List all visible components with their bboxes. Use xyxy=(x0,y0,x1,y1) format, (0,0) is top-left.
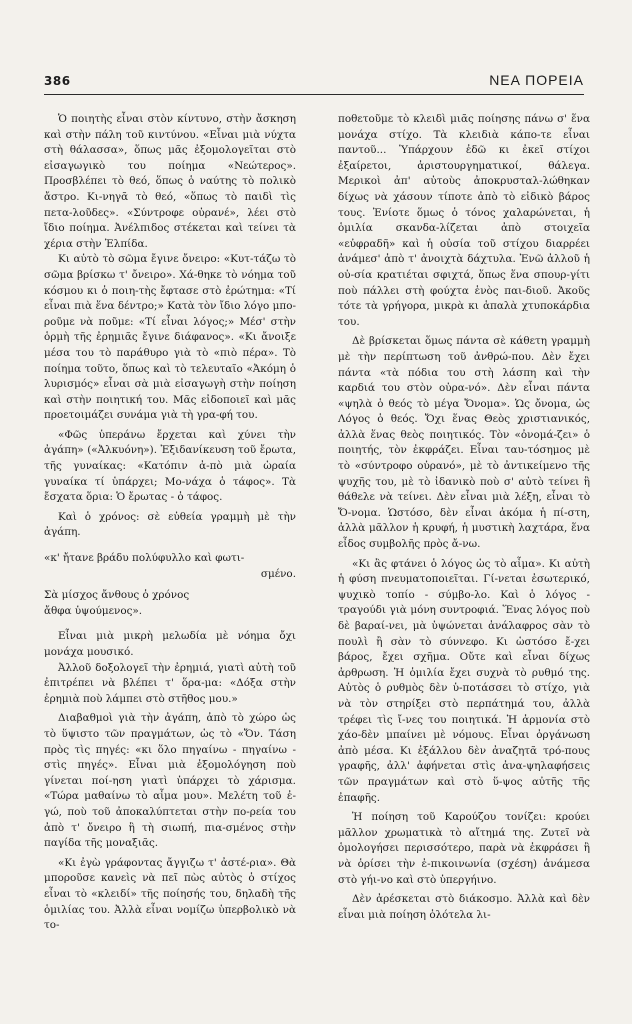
verse-line: σμένο. xyxy=(260,567,296,580)
paragraph: Ἡ ποίηση τοῦ Καρούζου τονίζει: κρούει μᾶλλον χρωματικὰ τὸ αἴτημά της. Ζυτεῖ νὰ ὁμολογήσει περισσότερο, παρὰ νὰ ἐκφράσει ἢ νὰ ὁρίσει τὴν ἐ-πικοινωνία (σχέση) ἀνάμεσα στὸ γήι-νο καὶ στὸ ὑπεργήινο. xyxy=(338,811,590,886)
paragraph: Ἀλλοῦ δοξολογεῖ τὴν ἐρημιά, γιατὶ αὐτὴ τοῦ ἐπιτρέπει νὰ βλέπει τ' ὅρα-μα: «Δόξα στὴν ἐρημιὰ ποὺ λάμπει στὸ στῆθος μου.» xyxy=(44,661,296,705)
paragraph: «Φῶς ὑπεράνω ἔρχεται καὶ χύνει τὴν ἀγάπη» («Ἀλκυόνη»). Ἐξιδανίκευση τοῦ ἔρωτα, τῆς γυναίκας: «Κατόπιν ἀ-πὸ μιὰ ὡραία γυναίκα τί ὑπάρχει; Μο-νάχα ὁ τάφος». Τὰ ἔσχατα ὅρια: Ὁ ἔρωτας - ὁ τάφος. xyxy=(44,428,296,504)
paragraph: Δὲν ἀρέσκεται στὸ διάκοσμο. Ἀλλὰ καὶ δὲν εἶναι μιὰ ποίηση ὁλότελα λι- xyxy=(338,893,590,921)
paragraph: Καὶ ὁ χρόνος: σὲ εὐθεία γραμμὴ μὲ τὴν ἀγάπη. xyxy=(44,510,296,539)
left-column xyxy=(44,112,296,934)
paragraph: ποθετοῦμε τὸ κλειδὶ μιᾶς ποίησης πάνω σ' ἕνα μονάχα στίχο. Τὰ κλειδιὰ κάπο-τε εἶναι παντοῦ... Ὑπάρχουν ἐδῶ κι ἐκεῖ στίχοι ἐξαίρετοι, ἀριστουργηματικοί, θάλεγα. Μερικοὶ ἀπ' αὐτοὺς ἀποκρυσταλ-λώθηκαν δίχως νὰ χάσουν τίποτε ἀπὸ τὸ εἰδικὸ βάρος τους. Ἐνίοτε ὅμως ὁ τόνος χαλαρώνεται, ἡ ὁμιλία σκανδα-λίζεται ἀπὸ στοιχεῖα «εὐφραδῆ» καὶ ἡ οὐσία τοῦ στίχου διαρρέει ἀνάμεσ' ἀπὸ τ' ἀνοιχτὰ δάχτυλα. Ἐνῶ ἀλλοῦ ἡ οὐ-σία κρατιέται σφιχτά, ὅπως ἕνα σπουρ-γίτι ποὺ πάλλει στὴ φούχτα ἑνὸς παι-διοῦ. Ἀκοῦς τότε τὰ γρήγορα, μικρὰ κι ἁπαλὰ χτυποκάρδια του. xyxy=(338,113,590,328)
right-column xyxy=(338,112,590,923)
verse-line: ἄθφα ὑψούμενος». xyxy=(44,604,143,617)
paragraph: Δὲ βρίσκεται ὅμως πάντα σὲ κάθετη γραμμὴ μὲ τὴν περίπτωση τοῦ ἀνθρώ-που. Δὲν ἔχει πάντα «τὰ πόδια του στὴ λάσπη καὶ τὴν καρδιά του στὸν οὐρα-νό». Δὲν εἶναι πάντα «ψηλὰ ὁ θεός τὸ μέγα Ὄνομα». Ὡς ὄνομα, ὡς Λόγος ὁ θεός. Ὄχι ἕνας Θεὸς χριστιανικός, ἀλλὰ ἕνας θεὸς ποιητικός. Τὸν «ὀνομά-ζει» ὁ ποιητής, τὸν ἐκφράζει. Εἶναι ταυ-τόσημος μὲ τὸ «σύντροφο οὐρανό», μὲ τὸ ἀντικείμενο τῆς ψυχῆς του, μὲ τὸ ἰδανικὸ ποὺ σ' αὐτὸ τείνει ἢ θάθελε νὰ τείνει. Δὲν εἶναι μιὰ λέξη, εἶναι τὸ Ὄ-νομα. Ὡστόσο, δὲν εἶναι ἀκόμα ἡ πί-στη, ἀλλὰ μᾶλλον ἡ κρυφή, ἡ μυστικὴ λαχτάρα, ἕνα εἶδος συμβολῆς πρὸς ἄ-νω. xyxy=(338,335,590,551)
paragraph: Κι αὐτὸ τὸ σῶμα ἔγινε ὄνειρο: «Κυτ-τάζω τὸ σῶμα βρίσκω τ' ὄνειρο». Χά-θηκε τὸ νόημα τοῦ κόσμου κι ὁ ποιη-τὴς ἔφτασε στὸ ἐρώτημα: «Τί εἶναι πιὰ ἕνα δέντρο;» Κατὰ τὸν ἴδιο λόγο μπο-ροῦμε νὰ ποῦμε: «Τί εἶναι λόγος;» Μέσ' στὴν ὁρμὴ τῆς ἐρημιᾶς ἔγινε διάφανος». «Κι ἄνοιξε μέσα του τὸ παράθυρο γιὰ τὸ «πιὸ πέρα». Τὸ ποίημα τοῦτο, ὅπως καὶ τὸ τελευταῖο «Ἀκόμη ὁ λυρισμός» εἶναι σὰ μιὰ εἰσαγωγὴ στὴν ποίηση καὶ στὴν ποιητική του. Μᾶς εἰδοποιεῖ καὶ μᾶς προετοιμάζει συνάμα γιὰ τὴ γρα-φή του. xyxy=(44,253,296,422)
paragraph: Εἶναι μιὰ μικρὴ μελωδία μὲ νόημα ὄχι μονάχα μουσικό. xyxy=(44,630,296,658)
verse-line: «κ' ἤτανε βράδυ πολύφυλλο καὶ φωτι- xyxy=(44,552,245,565)
paragraph: «Κι ἂς φτάνει ὁ λόγος ὡς τὸ αἷμα». Κι αὐτὴ ἡ φύση πνευματοποιεῖται. Γί-νεται ἐσωτερικό, ψυχικὸ τοπίο - σύμβο-λο. Καὶ ὁ λόγος - τραγούδι γιὰ μόνη συντροφιά. Ἕνας λόγος ποὺ δὲ βαραί-νει, μὰ ὑψώνεται ἀνάλαφρος σὰν τὸ πουλὶ ἢ σὰν τὸ σύννεφο. Κι ὡστόσο ἔ-χει βάρος, ἔχει σχῆμα. Οὔτε καὶ εἶναι δίχως ἀρθρωση. Ἡ ὁμιλία ἔχει συχνὰ τὸ ρυθμό της. Αὐτὸς ὁ ρυθμὸς δὲν ὑ-ποτάσσει τὸ στίχο, γιὰ νὰ τὸν στηρίξει στὸ περπάτημά του, ἀλλὰ τρέφει τὶς ἴ-νες του ποιητικά. Ἡ ἁρμονία στὸ χάο-δὲν μπαίνει μὲ νόμους. Εἶναι ὀργάνωση ἀπὸ μέσα. Κι ἐξάλλου δὲν ἀναζητᾶ τρό-πους γραφῆς, ἀλλ' ἀφήνεται στὶς ἀνα-ψηλαφήσεις τῶν πραγμάτων καὶ στὸ ὕ-ψος αὐτῆς τῆς ἐπαφῆς. xyxy=(338,557,590,804)
page-header xyxy=(44,72,584,92)
journal-title: ΝΕΑ ΠΟΡΕΙΑ xyxy=(489,72,584,88)
paragraph: Ὁ ποιητὴς εἶναι στὸν κίντυνο, στὴν ἄσκηση καὶ στὴν πάλη τοῦ κιντύνου. «Εἶναι μιὰ νύχτα στὴ θάλασσα», ὅπως μᾶς ἐξομολογεῖται στὸ εἰσαγωγικὸ του ποίημα «Νεώτερος». Προσβλέπει τὸ θεό, ὅπως ὁ ναύτης τὸ πολικὸ ἄστρο. Κι-νηγᾶ τὸ θεό, «ὅπως τὸ παιδὶ τὶς πετα-λοῦδες». «Σύντροφε οὐρανέ», λέει στὸ ἴδιο ποίημα. Ἀνέλπιδος στέκεται καὶ τείνει τὰ χέρια στὴν Ἐλπίδα. xyxy=(44,113,296,250)
paragraph: Διαβαθμοὶ γιὰ τὴν ἀγάπη, ἀπὸ τὸ χώρο ὡς τὸ ὕψιστο τῶν πραγμάτων, ὡς τὸ «Ὄν. Τάση πρὸς τὶς πηγές: «κι ὅλο πηγαίνω - πηγαίνω - στὶς πηγές». Εἶναι μιὰ ἐξομολόγηση ποὺ γίνεται ποί-ηση γιατὶ ὑπάρχει τὸ χάρισμα. «Τώρα μαθαίνω τὸ αἷμα μου». Μελέτη τοῦ ἐ-γώ, ποὺ τοῦ ἀποκαλύπτεται στὴν πο-ρεία του ἀπὸ τ' ὄνειρο ἢ τὴ σιωπή, πια-σμένος στὴν παγίδα τῆς μοναξιᾶς. xyxy=(44,712,296,850)
verse-line: Σὰ μίσχος ἄνθους ὁ χρόνος xyxy=(44,589,190,602)
header-rule xyxy=(44,94,584,95)
page-number: 386 xyxy=(44,74,71,88)
paragraph: «Κι ἐγὼ γράφοντας ἄγγιζω τ' ἀστέ-ρια». Θὰ μποροῦσε κανεὶς νὰ πεῖ πὼς αὐτὸς ὁ στίχος εἶναι τὸ «κλειδί» τῆς ποίησής του, δηλαδὴ τῆς ὁμιλίας του. Ἀλλὰ εἶναι νομίζω ὑπερβολικὸ νὰ το- xyxy=(44,856,296,932)
